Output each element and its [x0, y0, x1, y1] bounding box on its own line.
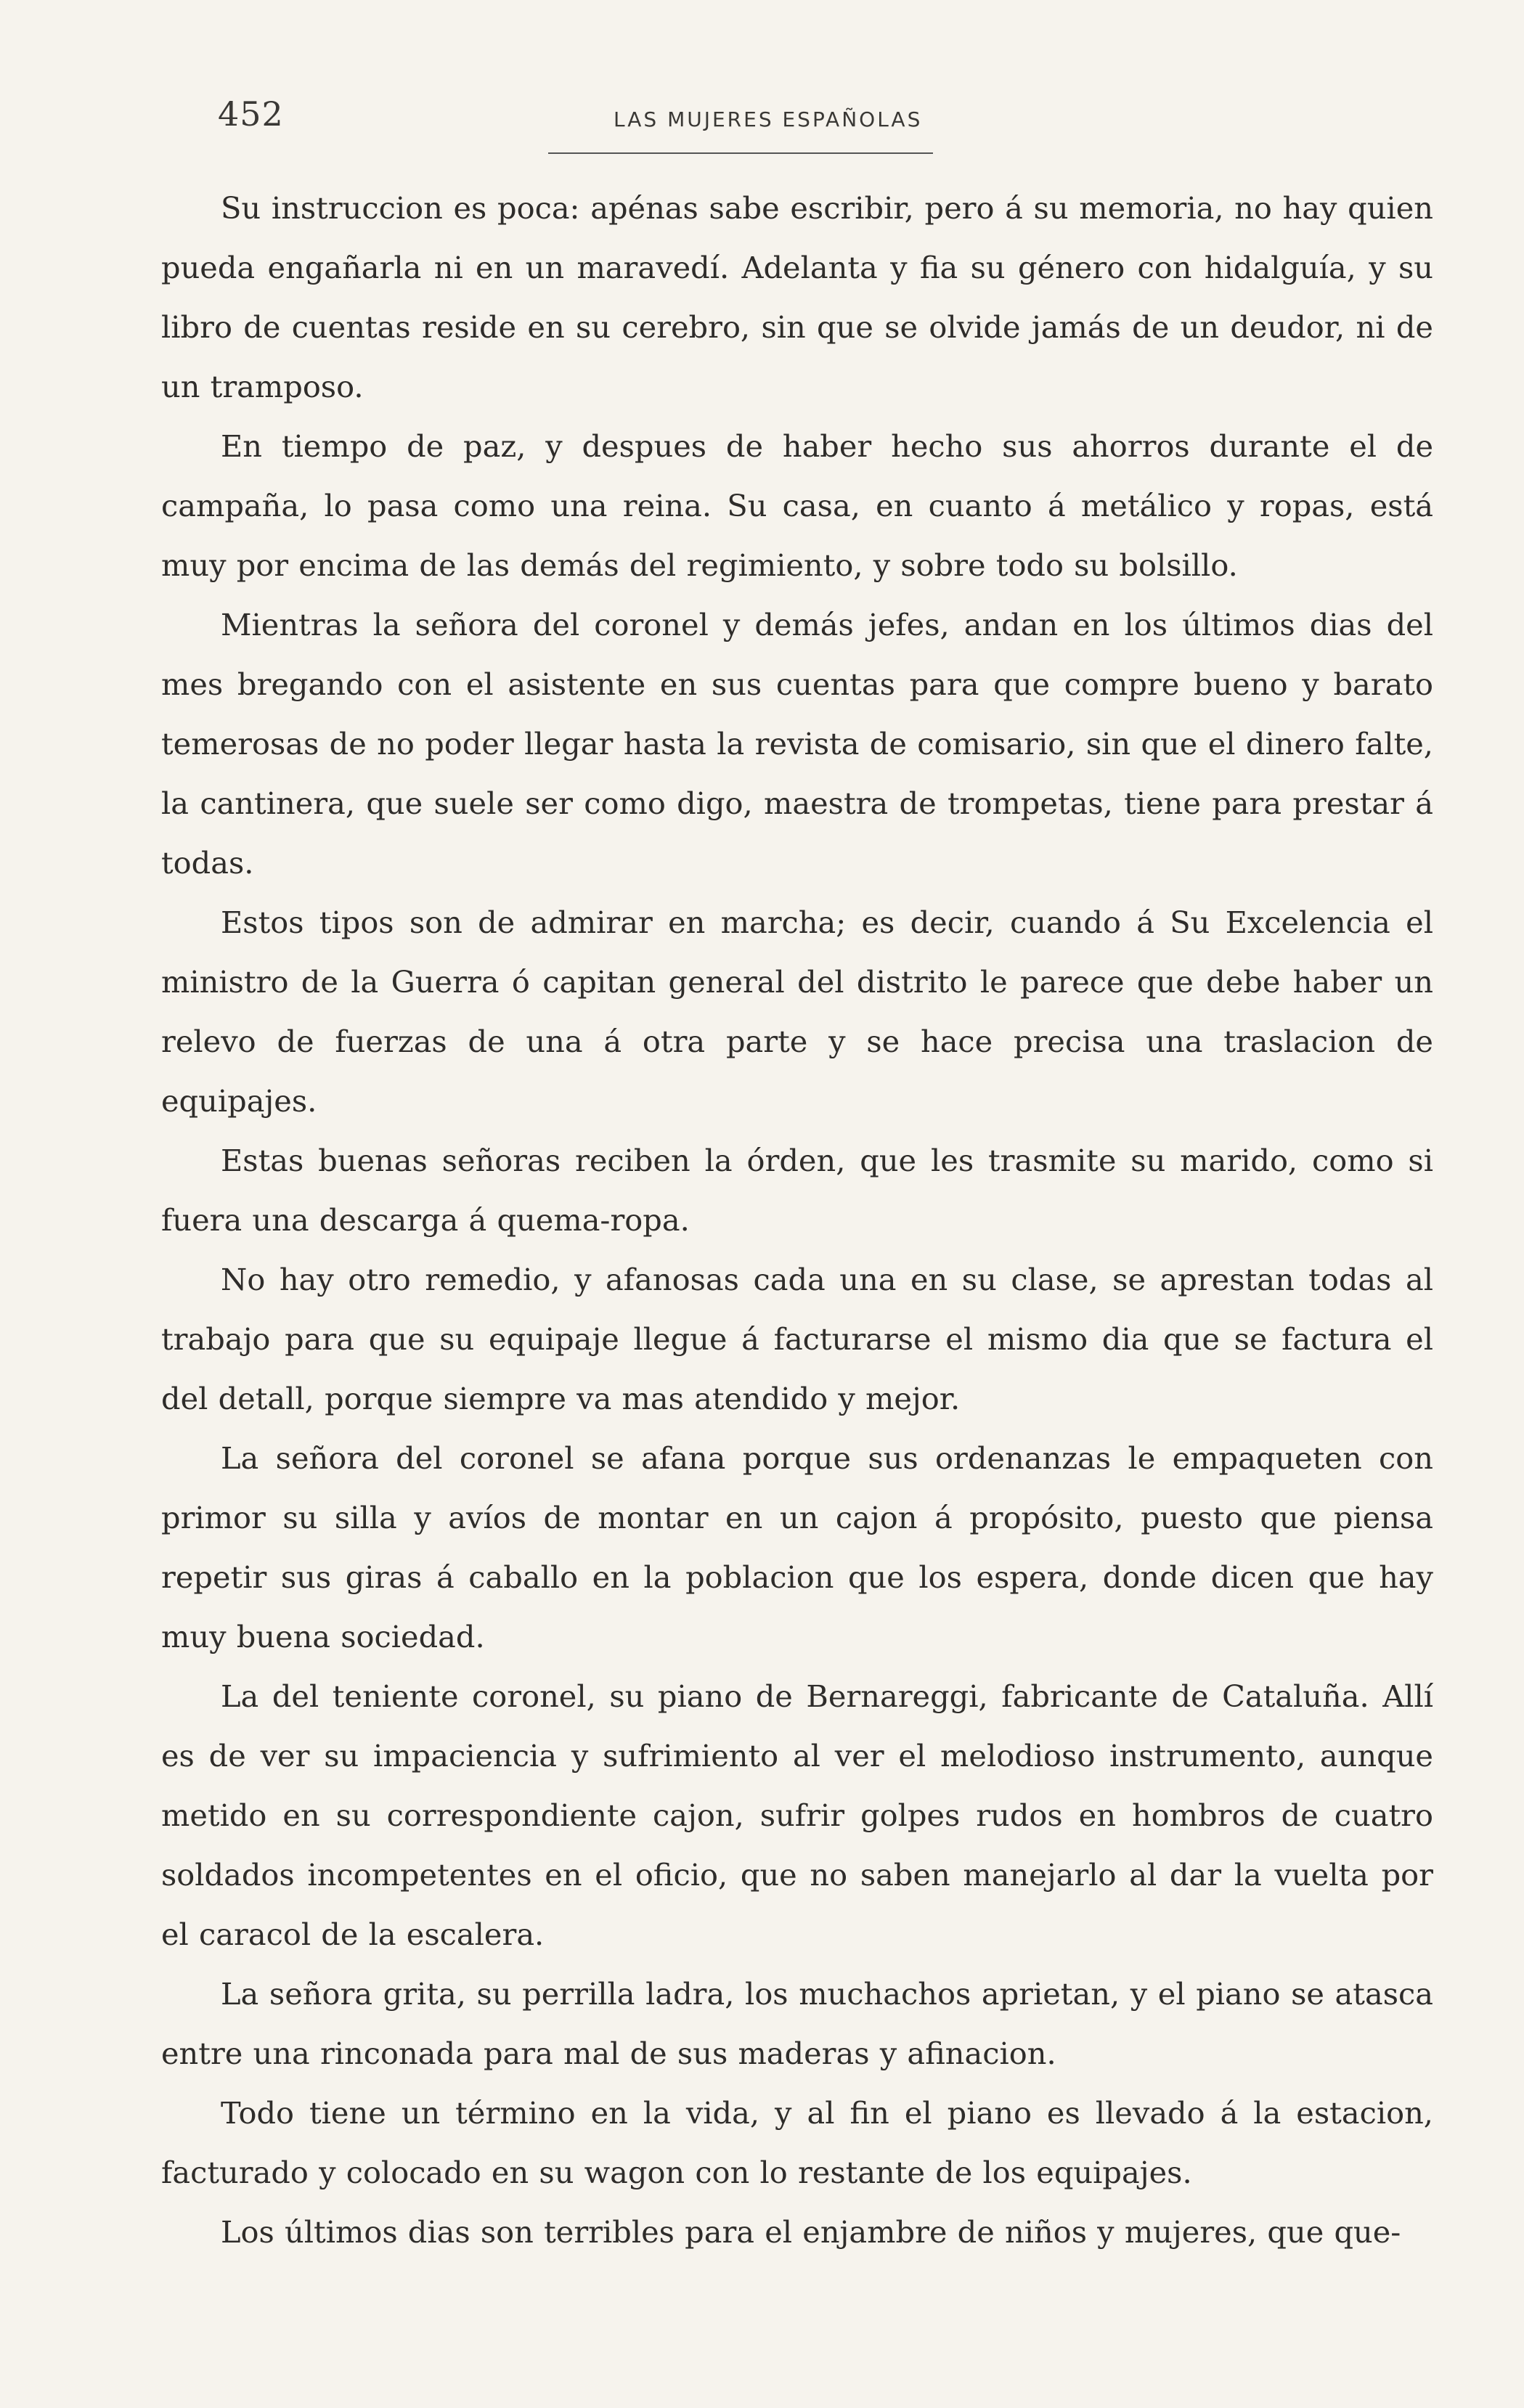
paragraph: Estas buenas señoras reciben la órden, que les trasmite su marido, como si fuera una descarga á quema-ropa. — [161, 1143, 1433, 1238]
paragraph: La señora del coronel se afana porque sus ordenanzas le empaqueten con primor su silla y avíos de montar en un cajon á propósito, puesto que piensa repetir sus giras á caballo en la poblacion que los espera, donde dicen que hay muy buena sociedad. — [161, 1440, 1433, 1654]
page-header — [218, 94, 1481, 152]
paragraph: Estos tipos son de admirar en marcha; es decir, cuando á Su Excelencia el ministro de la Guerra ó capitan general del distrito le parece que debe haber un relevo de fuerzas de una á otra parte y se hace precisa una traslacion de equipajes. — [161, 905, 1433, 1119]
paragraph: Mientras la señora del coronel y demás jefes, andan en los últimos dias del mes bregando con el asistente en sus cuentas para que compre bueno y barato temerosas de no poder llegar hasta la revista de comisario, sin que el dinero falte, la cantinera, que suele ser como digo, maestra de trompetas, tiene para prestar á todas. — [161, 607, 1433, 881]
paragraph: La señora grita, su perrilla ladra, los muchachos aprietan, y el piano se atasca entre una rinconada para mal de sus maderas y afinacion. — [161, 1976, 1433, 2071]
body-text — [161, 179, 1433, 2262]
header-rule — [548, 152, 933, 154]
paragraph: En tiempo de paz, y despues de haber hecho sus ahorros durante el de campaña, lo pasa como una reina. Su casa, en cuanto á metálico y ropas, está muy por encima de las demás del regimiento, y sobre todo su bolsillo. — [161, 428, 1433, 583]
paragraph: Todo tiene un término en la vida, y al fin el piano es llevado á la estacion, facturado y colocado en su wagon con lo restante de los equipajes. — [161, 2095, 1433, 2190]
paragraph: Su instruccion es poca: apénas sabe escribir, pero á su memoria, no hay quien pueda engañarla ni en un maravedí. Adelanta y fia su género con hidalguía, y su libro de cuentas reside en su cerebro, sin que se olvide jamás de un deudor, ni de un tramposo. — [161, 190, 1433, 404]
paragraph: La del teniente coronel, su piano de Bernareggi, fabricante de Cataluña. Allí es de ver su impaciencia y sufrimiento al ver el melodioso instrumento, aunque metido en su correspondiente cajon, sufrir golpes rudos en hombros de cuatro soldados incompetentes en el oficio, que no saben manejarlo al dar la vuelta por el caracol de la escalera. — [161, 1678, 1433, 1952]
running-title: LAS MUJERES ESPAÑOLAS — [614, 107, 923, 131]
page-number: 452 — [218, 94, 284, 134]
paragraph: No hay otro remedio, y afanosas cada una en su clase, se aprestan todas al trabajo para que su equipaje llegue á facturarse el mismo dia que se factura el del detall, porque siempre va mas atendido y mejor. — [161, 1262, 1433, 1416]
paragraph: Los últimos dias son terribles para el enjambre de niños y mujeres, que que- — [221, 2214, 1401, 2250]
